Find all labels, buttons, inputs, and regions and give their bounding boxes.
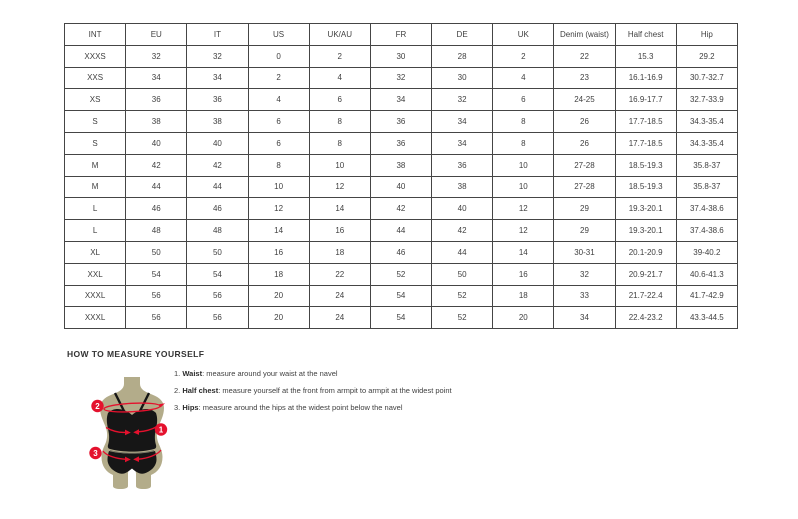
table-cell: 8 [493, 111, 554, 133]
table-cell: 12 [493, 198, 554, 220]
table-cell: 14 [493, 241, 554, 263]
column-header: Half chest [615, 24, 676, 46]
table-row [65, 132, 738, 154]
table-cell: 20 [248, 307, 309, 329]
column-header: INT [65, 24, 126, 46]
table-cell: 27-28 [554, 176, 615, 198]
table-row [65, 176, 738, 198]
table-cell: 21.7-22.4 [615, 285, 676, 307]
table-cell: 42 [187, 154, 248, 176]
table-cell: 6 [248, 132, 309, 154]
table-cell: 39-40.2 [676, 241, 737, 263]
table-cell: 30-31 [554, 241, 615, 263]
table-cell: 4 [493, 67, 554, 89]
table-cell: 44 [432, 241, 493, 263]
table-cell: 8 [493, 132, 554, 154]
table-cell: 36 [126, 89, 187, 111]
table-row [65, 307, 738, 329]
column-header: IT [187, 24, 248, 46]
table-cell: 8 [309, 132, 370, 154]
table-cell: S [65, 132, 126, 154]
measure-step: 1. Waist: measure around your waist at the navel [174, 369, 338, 378]
table-cell: 42 [432, 220, 493, 242]
table-cell: 36 [187, 89, 248, 111]
table-cell: 50 [126, 241, 187, 263]
table-cell: 38 [126, 111, 187, 133]
table-cell: 29.2 [676, 45, 737, 67]
table-cell: 19.3-20.1 [615, 198, 676, 220]
table-cell: 34 [432, 132, 493, 154]
table-cell: 44 [187, 176, 248, 198]
table-cell: XXL [65, 263, 126, 285]
table-cell: 32 [187, 45, 248, 67]
table-cell: 40.6-41.3 [676, 263, 737, 285]
table-cell: 52 [432, 285, 493, 307]
table-cell: 6 [493, 89, 554, 111]
measure-step: 2. Half chest: measure yourself at the front from armpit to armpit at the widest point [174, 386, 452, 395]
table-cell: 14 [309, 198, 370, 220]
table-row [65, 220, 738, 242]
measure-step: 3. Hips: measure around the hips at the widest point below the navel [174, 403, 403, 412]
table-cell: 8 [248, 154, 309, 176]
table-cell: 12 [493, 220, 554, 242]
table-cell: 20.1-20.9 [615, 241, 676, 263]
table-row [65, 67, 738, 89]
table-cell: 34 [126, 67, 187, 89]
table-row [65, 285, 738, 307]
column-header: Hip [676, 24, 737, 46]
table-row [65, 263, 738, 285]
table-cell: 16.1-16.9 [615, 67, 676, 89]
table-cell: 17.7-18.5 [615, 132, 676, 154]
table-cell: 35.8-37 [676, 154, 737, 176]
table-cell: 8 [309, 111, 370, 133]
table-row [65, 198, 738, 220]
table-cell: XXXL [65, 285, 126, 307]
table-cell: 40 [126, 132, 187, 154]
table-cell: 42 [126, 154, 187, 176]
table-cell: XS [65, 89, 126, 111]
table-cell: 56 [126, 285, 187, 307]
table-cell: 22 [554, 45, 615, 67]
table-cell: 20 [493, 307, 554, 329]
table-cell: M [65, 154, 126, 176]
table-cell: 32 [432, 89, 493, 111]
measure-steps-list [174, 369, 452, 420]
table-cell: 54 [370, 285, 431, 307]
table-cell: 54 [370, 307, 431, 329]
table-cell: 27-28 [554, 154, 615, 176]
table-cell: 16 [493, 263, 554, 285]
table-cell: 46 [370, 241, 431, 263]
table-cell: M [65, 176, 126, 198]
table-cell: 36 [370, 132, 431, 154]
table-cell: 32 [554, 263, 615, 285]
table-cell: 56 [126, 307, 187, 329]
table-cell: 22 [309, 263, 370, 285]
column-header: UK [493, 24, 554, 46]
table-cell: 4 [248, 89, 309, 111]
table-cell: 40 [432, 198, 493, 220]
table-cell: 26 [554, 132, 615, 154]
badge-waist-number: 1 [158, 425, 164, 435]
table-row [65, 241, 738, 263]
table-cell: 38 [187, 111, 248, 133]
table-cell: 33 [554, 285, 615, 307]
table-cell: 23 [554, 67, 615, 89]
table-cell: 22.4-23.2 [615, 307, 676, 329]
table-cell: 10 [248, 176, 309, 198]
table-cell: XL [65, 241, 126, 263]
table-cell: 54 [187, 263, 248, 285]
column-header: UK/AU [309, 24, 370, 46]
table-cell: 56 [187, 285, 248, 307]
table-cell: 2 [493, 45, 554, 67]
table-cell: 10 [493, 154, 554, 176]
table-cell: 36 [370, 111, 431, 133]
table-cell: 4 [309, 67, 370, 89]
table-cell: S [65, 111, 126, 133]
column-header: EU [126, 24, 187, 46]
table-cell: 6 [309, 89, 370, 111]
table-cell: 2 [309, 45, 370, 67]
table-cell: 34 [432, 111, 493, 133]
column-header: Denim (waist) [554, 24, 615, 46]
table-cell: 52 [432, 307, 493, 329]
table-cell: 34.3-35.4 [676, 132, 737, 154]
table-cell: 48 [187, 220, 248, 242]
table-cell: 41.7-42.9 [676, 285, 737, 307]
table-cell: 34 [187, 67, 248, 89]
table-cell: 19.3-20.1 [615, 220, 676, 242]
table-cell: XXS [65, 67, 126, 89]
table-cell: 0 [248, 45, 309, 67]
size-chart-table [64, 23, 738, 329]
table-cell: L [65, 220, 126, 242]
badge-hips-number: 3 [93, 449, 98, 458]
table-cell: XXXS [65, 45, 126, 67]
table-cell: 44 [370, 220, 431, 242]
table-cell: 50 [187, 241, 248, 263]
table-cell: 34 [554, 307, 615, 329]
table-cell: 35.8-37 [676, 176, 737, 198]
table-cell: 10 [493, 176, 554, 198]
table-cell: 2 [248, 67, 309, 89]
table-cell: 32.7-33.9 [676, 89, 737, 111]
column-header: US [248, 24, 309, 46]
table-cell: 44 [126, 176, 187, 198]
measure-section-heading: HOW TO MEASURE YOURSELF [67, 349, 205, 359]
measurement-figure [86, 377, 181, 489]
table-cell: 32 [126, 45, 187, 67]
table-cell: 34.3-35.4 [676, 111, 737, 133]
table-row [65, 45, 738, 67]
table-cell: 30 [370, 45, 431, 67]
table-cell: 16.9-17.7 [615, 89, 676, 111]
table-cell: 40 [370, 176, 431, 198]
table-cell: 26 [554, 111, 615, 133]
table-row [65, 111, 738, 133]
mannequin-illustration [86, 377, 181, 489]
table-cell: 30 [432, 67, 493, 89]
table-cell: 18 [493, 285, 554, 307]
table-cell: 32 [370, 67, 431, 89]
header-row [65, 24, 738, 46]
table-cell: 38 [432, 176, 493, 198]
table-cell: 34 [370, 89, 431, 111]
table-row [65, 154, 738, 176]
table-cell: 15.3 [615, 45, 676, 67]
table-cell: 10 [309, 154, 370, 176]
table-cell: 29 [554, 220, 615, 242]
table-cell: 43.3-44.5 [676, 307, 737, 329]
table-cell: 46 [126, 198, 187, 220]
table-cell: 29 [554, 198, 615, 220]
table-cell: 24 [309, 285, 370, 307]
table-cell: 18 [248, 263, 309, 285]
table-cell: 30.7-32.7 [676, 67, 737, 89]
table-cell: 52 [370, 263, 431, 285]
table-cell: 50 [432, 263, 493, 285]
table-cell: 18.5-19.3 [615, 176, 676, 198]
table-cell: 40 [187, 132, 248, 154]
table-cell: 18 [309, 241, 370, 263]
table-cell: 24 [309, 307, 370, 329]
table-cell: 18.5-19.3 [615, 154, 676, 176]
table-cell: 20.9-21.7 [615, 263, 676, 285]
table-cell: 48 [126, 220, 187, 242]
table-cell: 42 [370, 198, 431, 220]
table-cell: 46 [187, 198, 248, 220]
table-cell: 37.4-38.6 [676, 198, 737, 220]
table-cell: 56 [187, 307, 248, 329]
table-cell: 12 [248, 198, 309, 220]
table-cell: 37.4-38.6 [676, 220, 737, 242]
column-header: FR [370, 24, 431, 46]
table-cell: 6 [248, 111, 309, 133]
table-cell: 28 [432, 45, 493, 67]
table-cell: 14 [248, 220, 309, 242]
table-cell: L [65, 198, 126, 220]
table-cell: XXXL [65, 307, 126, 329]
table-cell: 16 [309, 220, 370, 242]
table-cell: 16 [248, 241, 309, 263]
column-header: DE [432, 24, 493, 46]
table-cell: 20 [248, 285, 309, 307]
table-cell: 36 [432, 154, 493, 176]
badge-chest-number: 2 [95, 402, 100, 411]
table-cell: 12 [309, 176, 370, 198]
table-row [65, 89, 738, 111]
table-cell: 24-25 [554, 89, 615, 111]
table-cell: 38 [370, 154, 431, 176]
table-cell: 17.7-18.5 [615, 111, 676, 133]
table-cell: 54 [126, 263, 187, 285]
